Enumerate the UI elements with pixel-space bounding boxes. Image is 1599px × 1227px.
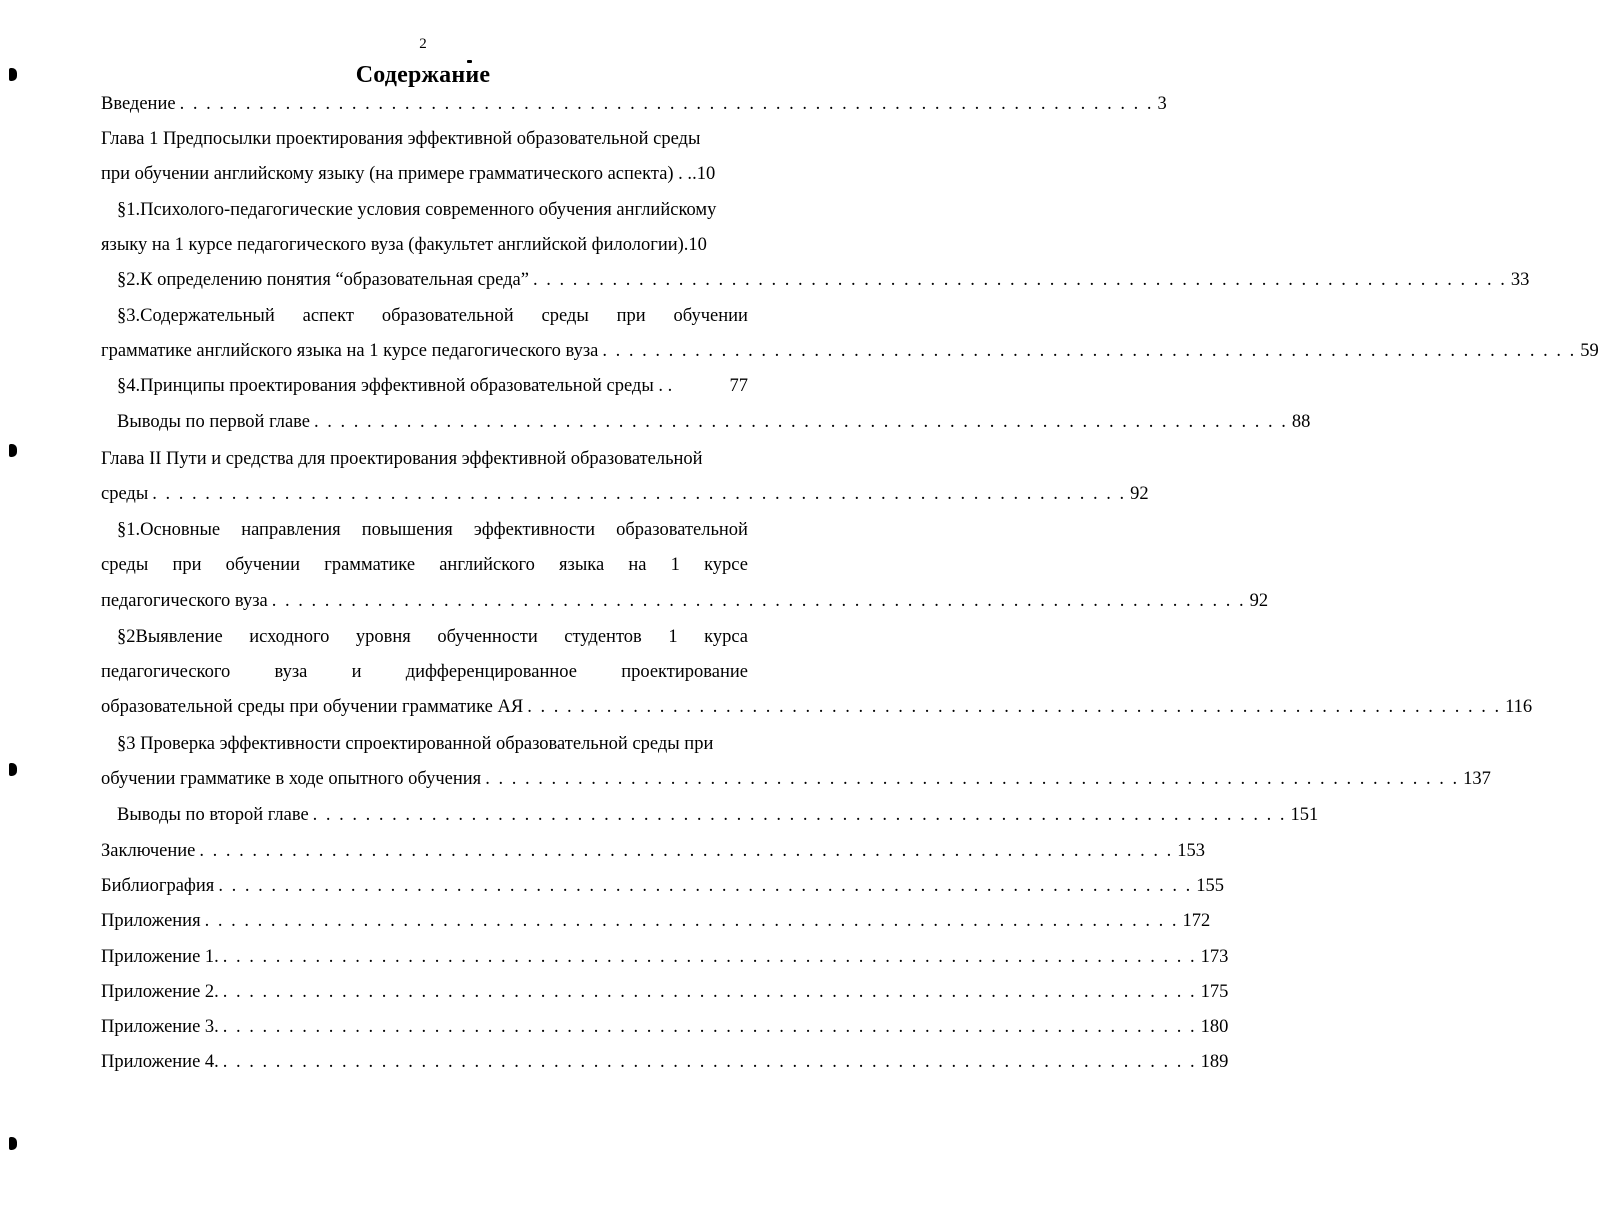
page-ref: 77 [729, 376, 748, 396]
page-ref: 137 [1463, 769, 1491, 789]
page-ref: 173 [1200, 947, 1229, 967]
toc-entry-ch2-section3-cont: обучении грамматике в ходе опытного обучения . . . . . . . . . . . . . . . . . . . . . . . . . . . . . . . . . . . . . . . . . . . . . . . . . . . . . . . . . . . . . . . . . . . . . . . . . . 137 [101, 761, 748, 797]
toc-entry-chapter1-cont: при обучении английскому языку (на примере грамматического аспекта) . . .10 [101, 156, 748, 192]
dot-leader: . . . . . . . . . . . . . . . . . . . . . . . . . . . . . . . . . . . . . . . . . . . . . . . . . . . . . . . . . . . . . . . . . . . . . . . . . . [602, 341, 1577, 361]
binding-hole-mark [9, 763, 17, 776]
dot-leader: . . . . . . . . . . . . . . . . . . . . . . . . . . . . . . . . . . . . . . . . . . . . . . . . . . . . . . . . . . . . . . . . . . . . . . . . . . [199, 841, 1174, 861]
page-ref: 59 [1580, 341, 1599, 361]
toc-entry-ch1-section1-cont: языку на 1 курсе педагогического вуза (факультет английской филологии) .10 [101, 227, 748, 263]
toc-entry-introduction: Введение . . . . . . . . . . . . . . . . . . . . . . . . . . . . . . . . . . . . . . . . . . . . . . . . . . . . . . . . . . . . . . . . . . . . . . . . . . 3 [101, 86, 748, 122]
toc-entry-ch2-section3: §3 Проверка эффективности спроектированной образовательной среды при [117, 734, 714, 754]
page-ref: 92 [1130, 484, 1149, 504]
toc-entry-ch2-section2-end: образовательной среды при обучении грамматике АЯ . . . . . . . . . . . . . . . . . . . . . . . . . . . . . . . . . . . . . . . . . . . . . . . . . . . . . . . . . . . . . . . . . . . . . . . . . . 116 [101, 689, 748, 725]
toc-entry-ch2-section2: §2Выявление исходного уровня обученности студентов 1 курса [117, 627, 748, 647]
toc-entry-chapter2-cont: среды . . . . . . . . . . . . . . . . . . . . . . . . . . . . . . . . . . . . . . . . . . . . . . . . . . . . . . . . . . . . . . . . . . . . . . . . . . 92 [101, 476, 748, 512]
page-ref: 88 [1291, 412, 1311, 432]
page-number: 2 [419, 36, 427, 52]
toc-entry-appendix1: Приложение 1. . . . . . . . . . . . . . . . . . . . . . . . . . . . . . . . . . . . . . . . . . . . . . . . . . . . . . . . . . . . . . . . . . . . . . . . . . . 173 [101, 939, 748, 975]
page-ref: .10 [692, 164, 716, 184]
page-ref: 175 [1200, 982, 1229, 1002]
toc-entry-ch1-section4: §4.Принципы проектирования эффективной образовательной среды . . 77 [117, 368, 748, 404]
dot-leader: . . . . . . . . . . . . . . . . . . . . . . . . . . . . . . . . . . . . . . . . . . . . . . . . . . . . . . . . . . . . . . . . . . . . . . . . . . [222, 1017, 1197, 1037]
toc-entry-appendix3: Приложение 3. . . . . . . . . . . . . . . . . . . . . . . . . . . . . . . . . . . . . . . . . . . . . . . . . . . . . . . . . . . . . . . . . . . . . . . . . . . 180 [101, 1009, 748, 1045]
dot-leader: . . . . . . . . . . . . . . . . . . . . . . . . . . . . . . . . . . . . . . . . . . . . . . . . . . . . . . . . . . . . . . . . . . . . . . . . . . [152, 484, 1127, 504]
toc-entry-ch2-section1-end: педагогического вуза . . . . . . . . . . . . . . . . . . . . . . . . . . . . . . . . . . . . . . . . . . . . . . . . . . . . . . . . . . . . . . . . . . . . . . . . . . 92 [101, 583, 748, 619]
dot-leader: . . . . . . . . . . . . . . . . . . . . . . . . . . . . . . . . . . . . . . . . . . . . . . . . . . . . . . . . . . . . . . . . . . . . . . . . . . [179, 94, 1154, 114]
toc-entry-ch2-section1-cont: среды при обучении грамматике английского языка на 1 курсе [101, 555, 748, 575]
toc-entry-appendix2: Приложение 2. . . . . . . . . . . . . . . . . . . . . . . . . . . . . . . . . . . . . . . . . . . . . . . . . . . . . . . . . . . . . . . . . . . . . . . . . . . 175 [101, 974, 748, 1010]
binding-hole-mark [9, 444, 17, 457]
page-ref: 180 [1200, 1017, 1229, 1037]
dot-leader: . . . . . . . . . . . . . . . . . . . . . . . . . . . . . . . . . . . . . . . . . . . . . . . . . . . . . . . . . . . . . . . . . . . . . . . . . . [204, 911, 1179, 931]
toc-entry-ch2-section2-cont: педагогического вуза и дифференцированное проектирование [101, 662, 748, 682]
toc-entry-appendices: Приложения . . . . . . . . . . . . . . . . . . . . . . . . . . . . . . . . . . . . . . . . . . . . . . . . . . . . . . . . . . . . . . . . . . . . . . . . . . 172 [101, 903, 748, 939]
page-title: Содержание [355, 62, 491, 88]
page-ref: 92 [1249, 591, 1269, 611]
toc-entry-ch2-conclusions: Выводы по второй главе . . . . . . . . . . . . . . . . . . . . . . . . . . . . . . . . . . . . . . . . . . . . . . . . . . . . . . . . . . . . . . . . . . . . . . . . . . 151 [117, 797, 748, 833]
dot-leader: . . . . . . . . . . . . . . . . . . . . . . . . . . . . . . . . . . . . . . . . . . . . . . . . . . . . . . . . . . . . . . . . . . . . . . . . . . [485, 769, 1460, 789]
dot-leader: . . . . . . . . . . . . . . . . . . . . . . . . . . . . . . . . . . . . . . . . . . . . . . . . . . . . . . . . . . . . . . . . . . . . . . . . . . [222, 1052, 1197, 1072]
page-ref: 3 [1157, 94, 1167, 114]
page-ref: .10 [683, 235, 707, 255]
page-ref: 33 [1510, 270, 1530, 290]
toc-entry-ch1-conclusions: Выводы по первой главе . . . . . . . . . . . . . . . . . . . . . . . . . . . . . . . . . . . . . . . . . . . . . . . . . . . . . . . . . . . . . . . . . . . . . . . . . . 88 [117, 404, 748, 440]
page-ref: 151 [1290, 805, 1319, 825]
toc-entry-chapter2: Глава II Пути и средства для проектирования эффективной образовательной [101, 449, 703, 469]
dot-leader: . . . . . . . . . . . . . . . . . . . . . . . . . . . . . . . . . . . . . . . . . . . . . . . . . . . . . . . . . . . . . . . . . . . . . . . . . . [532, 270, 1507, 290]
binding-hole-mark [9, 1137, 17, 1150]
toc-entry-ch1-section3: §3.Содержательный аспект образовательной среды при обучении [117, 306, 748, 326]
dot-leader: . . . . . . . . . . . . . . . . . . . . . . . . . . . . . . . . . . . . . . . . . . . . . . . . . . . . . . . . . . . . . . . . . . . . . . . . . . [312, 805, 1287, 825]
dot-leader: . . . . . . . . . . . . . . . . . . . . . . . . . . . . . . . . . . . . . . . . . . . . . . . . . . . . . . . . . . . . . . . . . . . . . . . . . . [218, 876, 1193, 896]
toc-entry-bibliography: Библиография . . . . . . . . . . . . . . . . . . . . . . . . . . . . . . . . . . . . . . . . . . . . . . . . . . . . . . . . . . . . . . . . . . . . . . . . . . 155 [101, 868, 748, 904]
page-ref: 172 [1182, 911, 1211, 931]
toc-entry-ch2-section1: §1.Основные направления повышения эффективности образовательной [117, 520, 748, 540]
toc-entry-ch1-section1: §1.Психолого-педагогические условия современного обучения английскому [117, 200, 717, 220]
dot-leader: . . . . . . . . . . . . . . . . . . . . . . . . . . . . . . . . . . . . . . . . . . . . . . . . . . . . . . . . . . . . . . . . . . . . . . . . . . [314, 412, 1288, 432]
page-ref: 189 [1200, 1052, 1229, 1072]
page-ref: 116 [1505, 697, 1533, 717]
dot-leader: . . . . . . . . . . . . . . . . . . . . . . . . . . . . . . . . . . . . . . . . . . . . . . . . . . . . . . . . . . . . . . . . . . . . . . . . . . [271, 591, 1246, 611]
toc-entry-chapter1: Глава 1 Предпосылки проектирования эффективной образовательной среды [101, 129, 701, 149]
toc-entry-conclusion: Заключение . . . . . . . . . . . . . . . . . . . . . . . . . . . . . . . . . . . . . . . . . . . . . . . . . . . . . . . . . . . . . . . . . . . . . . . . . . 153 [101, 833, 748, 869]
page-ref: 155 [1196, 876, 1224, 896]
dot-leader: . . . . . . . . . . . . . . . . . . . . . . . . . . . . . . . . . . . . . . . . . . . . . . . . . . . . . . . . . . . . . . . . . . . . . . . . . . [222, 947, 1197, 967]
dot-leader: . . . . . . . . . . . . . . . . . . . . . . . . . . . . . . . . . . . . . . . . . . . . . . . . . . . . . . . . . . . . . . . . . . . . . . . . . . [222, 982, 1197, 1002]
toc-entry-ch1-section3-cont: грамматике английского языка на 1 курсе педагогического вуза . . . . . . . . . . . . . . . . . . . . . . . . . . . . . . . . . . . . . . . . . . . . . . . . . . . . . . . . . . . . . . . . . . . . . . . . . . 59 [101, 333, 748, 369]
toc-entry-appendix4: Приложение 4. . . . . . . . . . . . . . . . . . . . . . . . . . . . . . . . . . . . . . . . . . . . . . . . . . . . . . . . . . . . . . . . . . . . . . . . . . . 189 [101, 1044, 748, 1080]
page-ref: 153 [1177, 841, 1205, 861]
dot-leader: . . . . . . . . . . . . . . . . . . . . . . . . . . . . . . . . . . . . . . . . . . . . . . . . . . . . . . . . . . . . . . . . . . . . . . . . . . [527, 697, 1502, 717]
toc-entry-ch1-section2: §2.К определению понятия “образовательная среда” . . . . . . . . . . . . . . . . . . . . . . . . . . . . . . . . . . . . . . . . . . . . . . . . . . . . . . . . . . . . . . . . . . . . . . . . . . 33 [117, 262, 748, 298]
